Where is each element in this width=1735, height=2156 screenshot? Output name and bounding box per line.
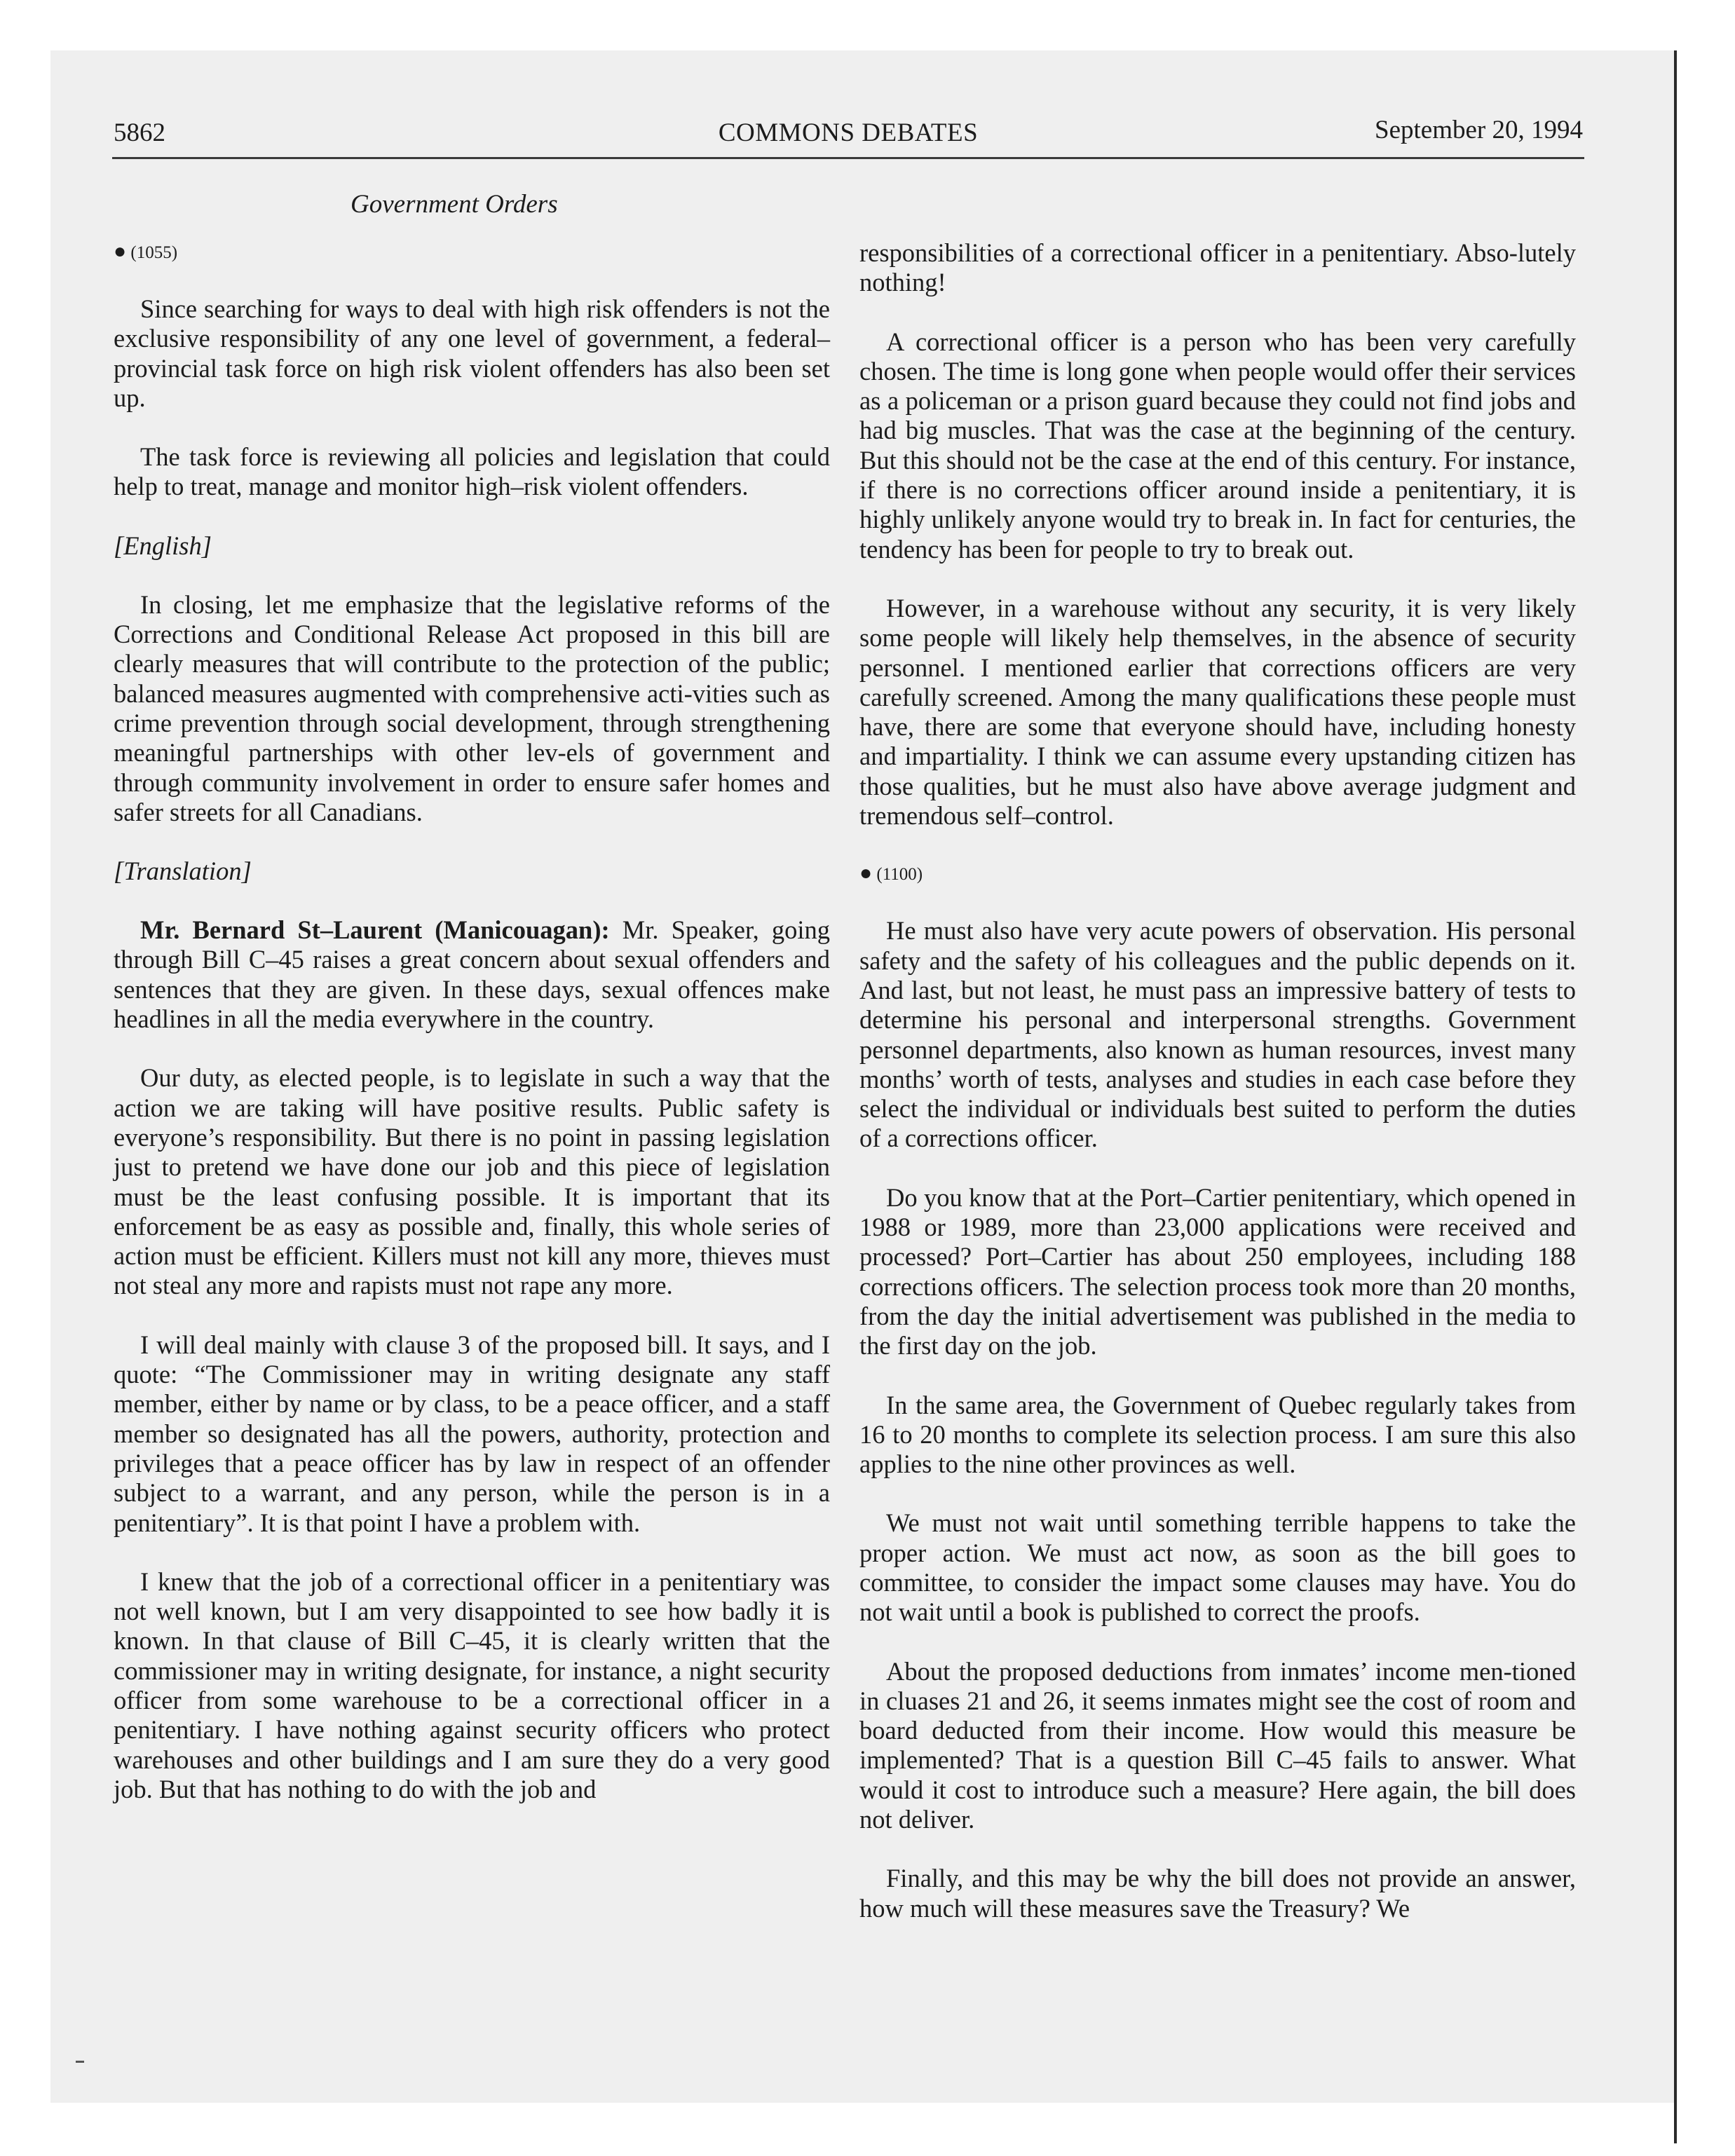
time-marker-text: (1055)	[130, 243, 178, 262]
time-marker	[114, 238, 830, 265]
left-column	[114, 238, 830, 1834]
paragraph: I will deal mainly with clause 3 of the proposed bill. It says, and I quote: “The Commissioner may in writing designate any staff member, either by name or by class, to be a peace officer, and a staff member so designated has all the powers, authority, protection and privileges that a peace officer has by law in respect of an offender subject to a warrant, and any person, while the person is in a penitentiary”. It is that point I have a problem with.	[114, 1330, 830, 1537]
time-marker	[859, 860, 1576, 887]
paragraph: About the proposed deductions from inmates’ income men-tioned in cluases 21 and 26, it seems inmates might see the cost of room and board deducted from their income. How would this measure be implemented? That is a question Bill C–45 fails to answer. What would it cost to introduce such a measure? Here again, the bill does not deliver.	[859, 1656, 1576, 1834]
paragraph: He must also have very acute powers of observation. His personal safety and the safety of his colleagues and the public depends on it. And last, but not least, he must pass an impressive battery of tests to determine his personal and interpersonal strengths. Government personnel departments, also known as human resources, invest many months’ worth of tests, analyses and studies in each case before they select the individual or individuals best suited to perform the duties of a corrections officer.	[859, 916, 1576, 1153]
paragraph: Finally, and this may be why the bill does not provide an answer, how much will these measures save the Treasury? We	[859, 1864, 1576, 1923]
page-header	[114, 118, 1583, 157]
language-marker: [English]	[114, 531, 212, 560]
language-marker: [Translation]	[114, 857, 252, 886]
paragraph: A correctional officer is a person who has been very carefully chosen. The time is long gone when people would offer their services as a policeman or a prison guard because they could not find jobs and had big muscles. That was the case at the beginning of the century. But this should not be the case at the end of this century. For instance, if there is no corrections officer around inside a penitentiary, it is highly unlikely anyone would try to break in. In fact for centuries, the tendency has been for people to try to break out.	[859, 327, 1576, 564]
section-title: Government Orders	[351, 190, 558, 219]
paragraph-continued: responsibilities of a correctional officer in a penitentiary. Abso-lutely nothing!	[859, 238, 1576, 297]
publication-date: September 20, 1994	[1375, 116, 1583, 144]
speaker-name: Mr. Bernard St–Laurent (Manicouagan):	[140, 915, 610, 945]
publication-title: COMMONS DEBATES	[718, 118, 979, 147]
header-divider	[112, 157, 1584, 159]
speaker-paragraph	[114, 915, 830, 1034]
scan-mark	[76, 2061, 84, 2063]
page-edge-rule	[1674, 50, 1677, 2143]
paragraph: Since searching for ways to deal with high risk offenders is not the exclusive responsibility of any one level of government, a federal–provincial task force on high risk violent offenders has also been set up.	[114, 294, 830, 412]
page-number: 5862	[114, 118, 165, 147]
bullet-icon: ●	[114, 240, 127, 263]
paragraph: The task force is reviewing all policies and legislation that could help to treat, manage and monitor high–risk violent offenders.	[114, 442, 830, 501]
time-marker-text: (1100)	[876, 865, 923, 885]
speaker-text: Mr. Speaker, going through Bill C–45 raises a great concern about sexual offenders and sentences that they are given. In these days, sexual offences make headlines in all the media everywhere in the country.	[114, 915, 831, 1034]
paragraph: I knew that the job of a correctional officer in a penitentiary was not well known, but I am very disappointed to see how badly it is known. In that clause of Bill C–45, it is clearly written that the commissioner may in writing designate, for instance, a night security officer from some warehouse to be a correctional officer in a penitentiary. I have nothing against security officers who protect warehouses and other buildings and I am sure they do a very good job. But that has nothing to do with the job and	[114, 1567, 830, 1803]
paragraph: However, in a warehouse without any security, it is very likely some people will likely help themselves, in the absence of security personnel. I mentioned earlier that corrections officers are very carefully screened. Among the many qualifications these people must have, there are some that everyone should have, including honesty and impartiality. I think we can assume every upstanding citizen has those qualities, but he must also have above average judgment and tremendous self–control.	[859, 593, 1576, 831]
paragraph: Our duty, as elected people, is to legislate in such a way that the action we are taking will have positive results. Public safety is everyone’s responsibility. But there is no point in passing legislation just to pretend we have done our job and this piece of legislation must be the least confusing possible. It is important that its enforcement be as easy as possible and, finally, this whole series of action must be efficient. Killers must not kill any more, thieves must not steal any more and rapists must not rape any more.	[114, 1063, 830, 1300]
paragraph: Do you know that at the Port–Cartier penitentiary, which opened in 1988 or 1989, more than 23,000 applications were received and processed? Port–Cartier has about 250 employees, including 188 corrections officers. The selection process took more than 20 months, from the day the initial advertisement was published in the media to the first day on the job.	[859, 1182, 1576, 1360]
paragraph: In the same area, the Government of Quebec regularly takes from 16 to 20 months to complete its selection process. I am sure this also applies to the nine other provinces as well.	[859, 1390, 1576, 1479]
right-column	[859, 238, 1576, 1953]
bullet-icon: ●	[859, 861, 873, 885]
paragraph: We must not wait until something terrible happens to take the proper action. We must act now, as soon as the bill goes to committee, to consider the impact some clauses may have. You do not wait until a book is published to correct the proofs.	[859, 1508, 1576, 1627]
paragraph: In closing, let me emphasize that the legislative reforms of the Corrections and Conditional Release Act proposed in this bill are clearly measures that will contribute to the protection of the public; balanced measures augmented with comprehensive acti-vities such as crime prevention through social development, through strengthening meaningful partnerships with other lev-els of government and through community involvement in order to ensure safer homes and safer streets for all Canadians.	[114, 589, 830, 826]
